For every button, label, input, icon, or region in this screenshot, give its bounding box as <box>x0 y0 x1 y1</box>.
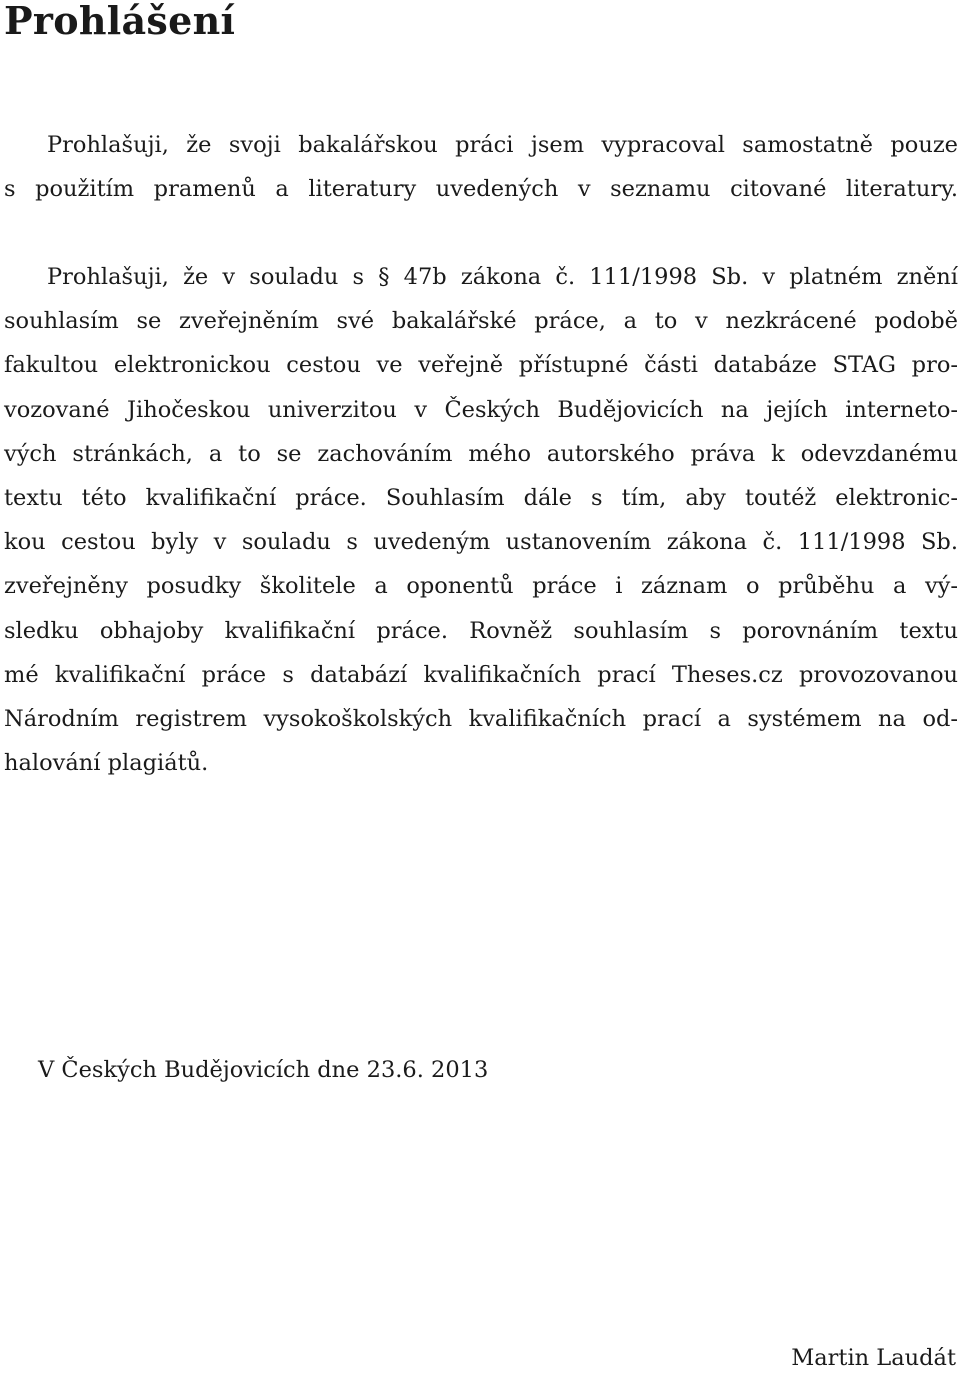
paragraph-line: vých stránkách, a to se zachováním mého autorského práva k odevzdanému <box>4 440 958 467</box>
paragraph-line: halování plagiátů. <box>4 750 209 777</box>
author-signature: Martin Laudát <box>791 1345 956 1371</box>
paragraph-line: textu této kvalifikační práce. Souhlasím dále s tím, aby toutéž elektronic- <box>4 485 958 512</box>
declaration-paragraph-1 <box>4 123 958 211</box>
page-title: Prohlášení <box>4 0 236 43</box>
paragraph-line: Prohlašuji, že svoji bakalářskou práci jsem vypracoval samostatně pouze <box>47 132 958 158</box>
declaration-paragraph-2 <box>4 255 958 785</box>
place-and-date: V Českých Budějovicích dne 23.6. 2013 <box>38 1057 489 1083</box>
paragraph-line: fakultou elektronickou cestou ve veřejně přístupné části databáze STAG pro- <box>4 352 958 379</box>
paragraph-line: Národním registrem vysokoškolských kvalifikačních prací a systémem na od- <box>4 706 958 733</box>
paragraph-line: sledku obhajoby kvalifikační práce. Rovněž souhlasím s porovnáním textu <box>4 617 958 644</box>
paragraph-line: vozované Jihočeskou univerzitou v Českých Budějovicích na jejích interneto- <box>4 396 958 423</box>
paragraph-line: s použitím pramenů a literatury uvedených v seznamu citované literatury. <box>4 176 958 203</box>
paragraph-line: souhlasím se zveřejněním své bakalářské práce, a to v nezkrácené podobě <box>4 308 958 335</box>
paragraph-line: mé kvalifikační práce s databází kvalifikačních prací Theses.cz provozovanou <box>4 661 958 688</box>
paragraph-line: zveřejněny posudky školitele a oponentů práce i záznam o průběhu a vý- <box>4 573 958 600</box>
paragraph-line: kou cestou byly v souladu s uvedeným ustanovením zákona č. 111/1998 Sb. <box>4 529 958 556</box>
paragraph-line: Prohlašuji, že v souladu s § 47b zákona č. 111/1998 Sb. v platném znění <box>47 264 958 290</box>
